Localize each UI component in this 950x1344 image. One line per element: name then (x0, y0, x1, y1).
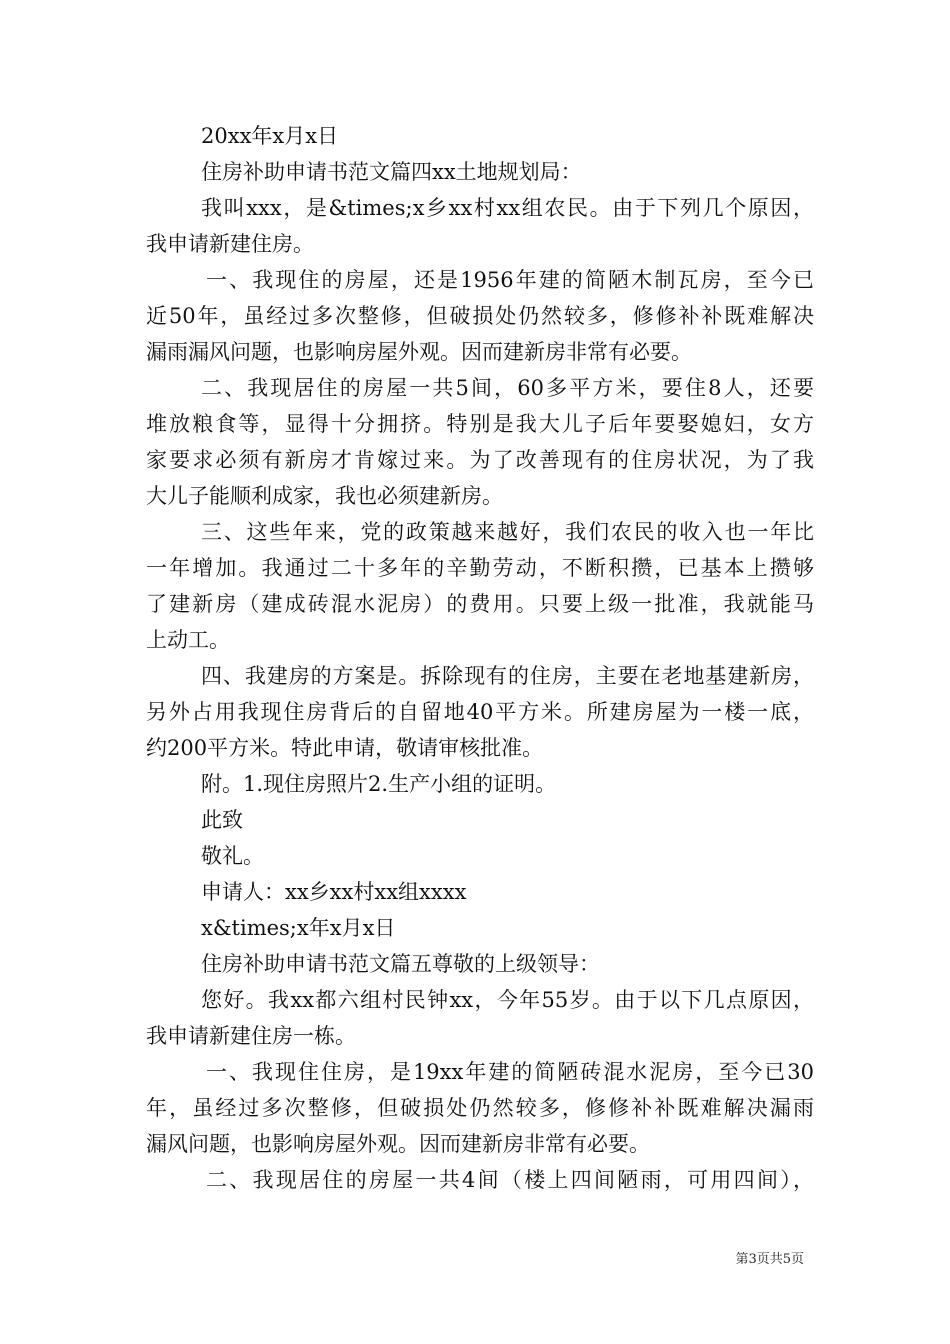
text-line: 近50年，虽经过多次整修，但破损处仍然较多，修修补补既难解决 (146, 304, 814, 328)
text-line: 约200平方米。特此申请，敬请审核批准。 (146, 736, 544, 760)
text-line: 住房补助申请书范文篇五尊敬的上级领导： (201, 952, 600, 976)
text-line: 上动工。 (146, 628, 230, 652)
text-line: 二、我现居住的房屋一共4间（楼上四间陋雨，可用四间）， (206, 1168, 814, 1192)
text-line: 另外占用我现住房背后的自留地40平方米。所建房屋为一楼一底， (146, 700, 814, 724)
text-line: 20xx年x月x日 (201, 124, 339, 148)
text-line: 住房补助申请书范文篇四xx土地规划局： (201, 160, 582, 184)
text-line: 您好。我xx都六组村民钟xx，今年55岁。由于以下几点原因， (201, 988, 814, 1012)
text-line: 了建新房（建成砖混水泥房）的费用。只要上级一批准，我就能马 (146, 592, 814, 616)
document-body (146, 118, 814, 1198)
text-line: 一年增加。我通过二十多年的辛勤劳动，不断积攒，已基本上攒够 (146, 556, 814, 580)
text-line: 申请人：xx乡xx村xx组xxxx (201, 880, 467, 904)
text-line: 三、这些年来，党的政策越来越好，我们农民的收入也一年比 (201, 520, 814, 544)
text-line: 漏风问题，也影响房屋外观。因而建新房非常有必要。 (146, 1132, 650, 1156)
text-line: 附。1.现住房照片2.生产小组的证明。 (201, 772, 557, 796)
text-line: 堆放粮食等，显得十分拥挤。特别是我大儿子后年要娶媳妇，女方 (146, 412, 814, 436)
text-line: 一、我现住的房屋，还是1956年建的简陋木制瓦房，至今已 (206, 268, 814, 292)
text-line: 此致 (201, 808, 243, 832)
text-line: 我申请新建住房一栋。 (146, 1024, 356, 1048)
page-number: 第3页共5页 (735, 1252, 804, 1267)
text-line: 大儿子能顺利成家，我也必须建新房。 (146, 484, 503, 508)
text-line: 我申请新建住房。 (146, 232, 314, 256)
text-line: 一、我现住住房，是19xx年建的简陋砖混水泥房，至今已30 (206, 1060, 814, 1084)
text-line: 敬礼。 (201, 844, 264, 868)
text-line: x&times;x年x月x日 (201, 916, 396, 940)
text-line: 四、我建房的方案是。拆除现有的住房，主要在老地基建新房， (201, 664, 814, 688)
text-line: 漏雨漏风问题，也影响房屋外观。因而建新房非常有必要。 (146, 340, 692, 364)
text-line: 我叫xxx，是&times;x乡xx村xx组农民。由于下列几个原因， (201, 196, 814, 220)
text-line: 年，虽经过多次整修，但破损处仍然较多，修修补补既难解决漏雨 (146, 1096, 814, 1120)
text-line: 家要求必须有新房才肯嫁过来。为了改善现有的住房状况，为了我 (146, 448, 814, 472)
text-line: 二、我现居住的房屋一共5间，60多平方米，要住8人，还要 (201, 376, 814, 400)
